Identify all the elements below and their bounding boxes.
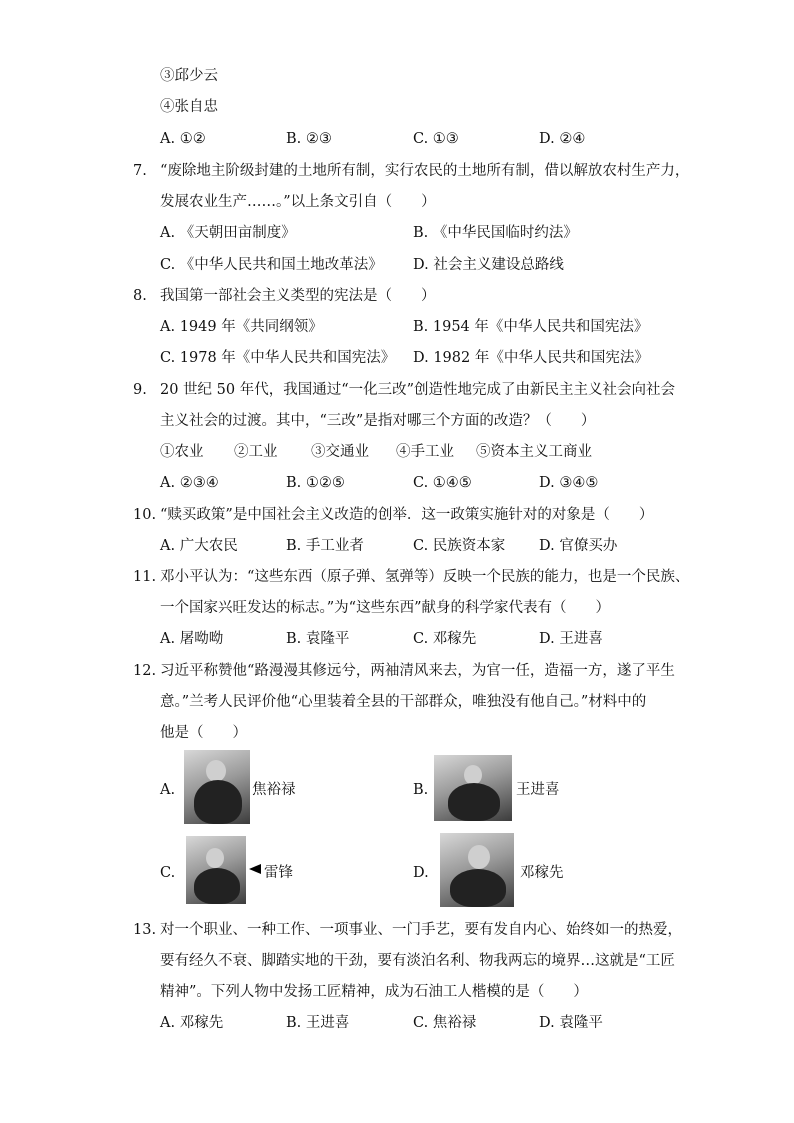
q9-option-c: C. ①④⑤ <box>413 475 472 491</box>
q12-option-d-name: 邓稼先 <box>520 865 564 881</box>
q9-option-d: D. ③④⑤ <box>539 475 599 491</box>
q8-option-b: B. 1954 年《中华人民共和国宪法》 <box>413 319 649 335</box>
q7-number: 7. <box>133 163 147 179</box>
q12-option-d-letter: D. <box>413 865 429 881</box>
q8-option-d: D. 1982 年《中华人民共和国宪法》 <box>413 350 649 366</box>
q9-item-3: ③交通业 <box>311 444 369 460</box>
portrait-photo-a <box>184 750 250 824</box>
q13-option-b: B. 王进喜 <box>286 1015 350 1031</box>
q6-option-b: B. ②③ <box>286 131 332 147</box>
q12-option-b-name: 王进喜 <box>516 782 560 798</box>
q11-option-a: A. 屠呦呦 <box>160 631 224 647</box>
q11-number: 11. <box>133 569 157 585</box>
q12-option-b-letter: B. <box>413 782 429 798</box>
q13-number: 13. <box>133 922 157 938</box>
q9-option-b: B. ①②⑤ <box>286 475 345 491</box>
q10-option-c: C. 民族资本家 <box>413 538 506 554</box>
q10-option-d: D. 官僚买办 <box>539 538 618 554</box>
q12-option-a-name: 焦裕禄 <box>252 782 296 798</box>
q11-stem-line2: 一个国家兴旺发达的标志。”为“这些东西”献身的科学家代表有（ ） <box>160 600 610 616</box>
q9-stem-line2: 主义社会的过渡。其中，“三改”是指对哪三个方面的改造？（ ） <box>160 413 596 429</box>
q7-option-a: A. 《天朝田亩制度》 <box>160 225 296 241</box>
q8-option-c: C. 1978 年《中华人民共和国宪法》 <box>160 350 396 366</box>
q12-option-c-name: 雷锋 <box>264 865 293 881</box>
q6-option-d: D. ②④ <box>539 131 586 147</box>
q6-option-c: C. ①③ <box>413 131 459 147</box>
q9-stem-line1: 20 世纪 50 年代，我国通过“一化三改”创造性地完成了由新民主主义社会向社会 <box>160 382 676 398</box>
q8-option-a: A. 1949 年《共同纲领》 <box>160 319 323 335</box>
q9-item-1: ①农业 <box>160 444 204 460</box>
q12-option-c-letter: C. <box>160 865 176 881</box>
q12-option-a-letter: A. <box>160 782 176 798</box>
q12-number: 12. <box>133 663 157 679</box>
q9-item-4: ④手工业 <box>396 444 454 460</box>
q13-stem-line1: 对一个职业、一种工作、一项事业、一门手艺，要有发自内心、始终如一的热爱， <box>160 922 682 938</box>
portrait-photo-d <box>440 833 514 907</box>
q8-number: 8. <box>133 288 147 304</box>
q7-stem-line2: 发展农业生产……。”以上条文引自（ ） <box>160 194 436 210</box>
q12-stem-line2: 意。”兰考人民评价他“心里装着全县的干部群众，唯独没有他自己。”材料中的 <box>160 694 647 710</box>
q9-option-a: A. ②③④ <box>160 475 219 491</box>
q8-stem-line1: 我国第一部社会主义类型的宪法是（ ） <box>160 288 436 304</box>
pointer-arrow-icon <box>249 864 261 874</box>
q7-stem-line1: “废除地主阶级封建的土地所有制，实行农民的土地所有制，借以解放农村生产力， <box>160 163 690 179</box>
q11-option-c: C. 邓稼先 <box>413 631 477 647</box>
q13-option-a: A. 邓稼先 <box>160 1015 224 1031</box>
q7-option-b: B. 《中华民国临时约法》 <box>413 225 578 241</box>
q12-stem-line1: 习近平称赞他“路漫漫其修远兮，两袖清风来去，为官一任，造福一方，遂了平生 <box>160 663 675 679</box>
q9-number: 9. <box>133 382 147 398</box>
q13-stem-line2: 要有经久不衰、脚踏实地的干劲，要有淡泊名利、物我两忘的境界…这就是“工匠 <box>160 953 675 969</box>
q11-stem-line1: 邓小平认为：“这些东西（原子弹、氢弹等）反映一个民族的能力，也是一个民族、 <box>160 569 690 585</box>
q6-item-4: ④张自忠 <box>160 99 218 115</box>
q7-option-c: C. 《中华人民共和国土地改革法》 <box>160 257 383 273</box>
q10-number: 10. <box>133 507 157 523</box>
q11-option-b: B. 袁隆平 <box>286 631 350 647</box>
q13-option-d: D. 袁隆平 <box>539 1015 603 1031</box>
portrait-photo-c <box>186 836 246 904</box>
q10-stem-line1: “赎买政策”是中国社会主义改造的创举．这一政策实施针对的对象是（ ） <box>160 507 654 523</box>
q6-option-a: A. ①② <box>160 131 206 147</box>
q9-item-5: ⑤资本主义工商业 <box>476 444 592 460</box>
q7-option-d: D. 社会主义建设总路线 <box>413 257 564 273</box>
q10-option-b: B. 手工业者 <box>286 538 364 554</box>
portrait-photo-b <box>434 755 512 821</box>
q11-option-d: D. 王进喜 <box>539 631 603 647</box>
q13-stem-line3: 精神”。下列人物中发扬工匠精神，成为石油工人楷模的是（ ） <box>160 984 588 1000</box>
q6-item-3: ③邱少云 <box>160 68 218 84</box>
q9-item-2: ②工业 <box>234 444 278 460</box>
q10-option-a: A. 广大农民 <box>160 538 238 554</box>
q12-stem-line3: 他是（ ） <box>160 725 247 741</box>
q13-option-c: C. 焦裕禄 <box>413 1015 477 1031</box>
